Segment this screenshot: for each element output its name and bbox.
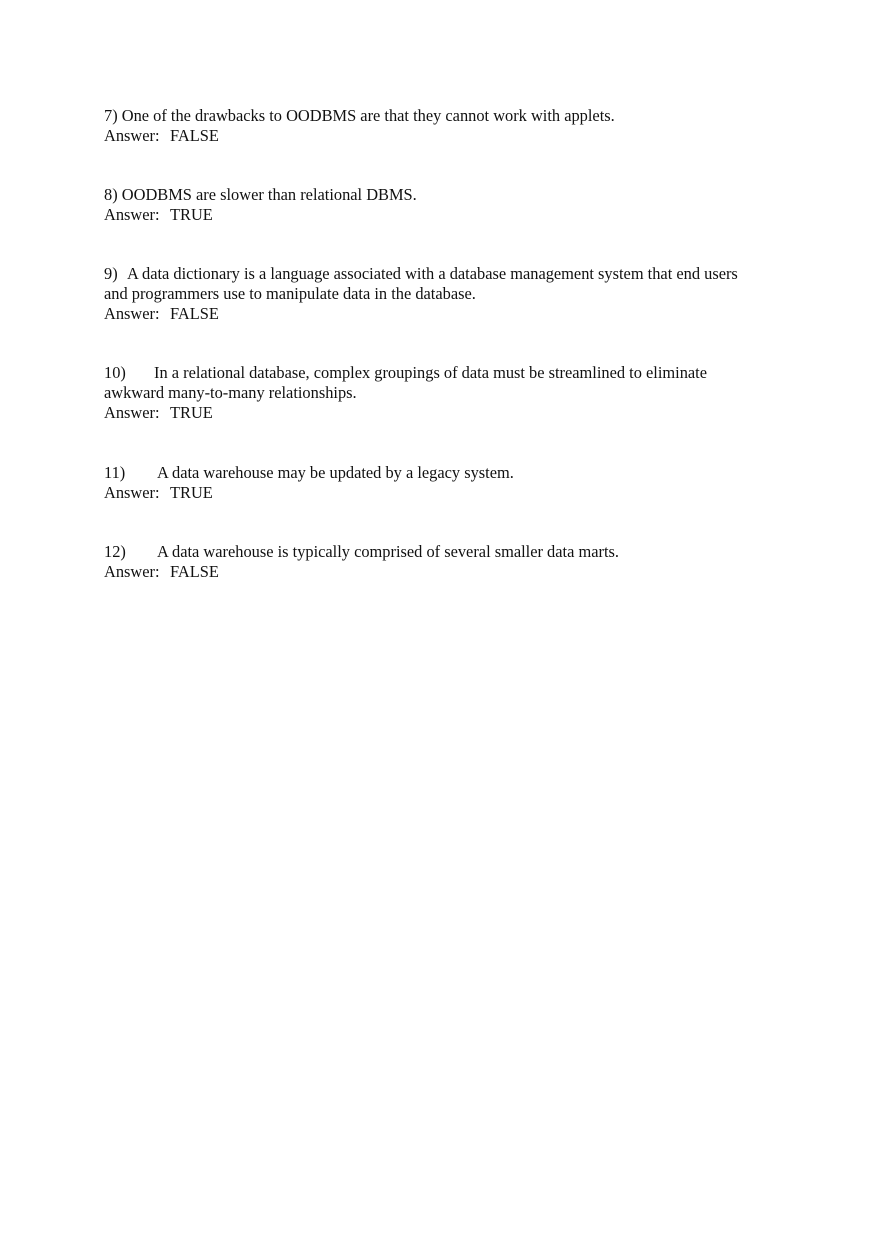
question-text-line: [104, 463, 784, 483]
answer-line: [104, 483, 784, 503]
question-text: In a relational database, complex groupings of data must be streamlined to eliminate: [154, 363, 708, 382]
answer-label: Answer:: [104, 483, 160, 502]
answer-line: [104, 205, 784, 225]
question-12: [104, 542, 784, 582]
answer-line: [104, 403, 784, 423]
question-text: A data warehouse may be updated by a legacy system.: [157, 463, 514, 482]
question-number: 8): [104, 185, 118, 204]
question-text-line: [104, 542, 784, 562]
question-number: 9): [104, 264, 118, 283]
answer-line: [104, 126, 784, 146]
answer-value: TRUE: [170, 483, 213, 502]
question-number: 7): [104, 106, 118, 125]
answer-line: [104, 562, 784, 582]
question-text: awkward many-to-many relationships.: [104, 383, 357, 402]
question-text-line: [104, 284, 784, 304]
question-text: One of the drawbacks to OODBMS are that they cannot work with applets.: [121, 106, 615, 125]
answer-label: Answer:: [104, 403, 160, 422]
answer-label: Answer:: [104, 126, 160, 145]
answer-line: [104, 304, 784, 324]
question-text: A data dictionary is a language associated with a database management system that end users: [127, 264, 738, 283]
answer-label: Answer:: [104, 205, 160, 224]
question-number: 11): [104, 463, 126, 482]
question-11: [104, 463, 784, 503]
question-number: 10): [104, 363, 126, 382]
question-number: 12): [104, 542, 126, 561]
question-text-line: [104, 383, 784, 403]
answer-value: TRUE: [170, 403, 213, 422]
question-8: [104, 185, 784, 225]
question-10: [104, 363, 784, 423]
question-text-line: [104, 106, 784, 126]
answer-label: Answer:: [104, 562, 160, 581]
question-text: OODBMS are slower than relational DBMS.: [121, 185, 417, 204]
answer-value: FALSE: [170, 562, 219, 581]
answer-value: TRUE: [170, 205, 213, 224]
question-text: A data warehouse is typically comprised of several smaller data marts.: [157, 542, 619, 561]
answer-label: Answer:: [104, 304, 160, 323]
question-text-line: [104, 363, 784, 383]
question-text: and programmers use to manipulate data in the database.: [104, 284, 476, 303]
question-9: [104, 264, 784, 324]
question-text-line: [104, 264, 784, 284]
answer-value: FALSE: [170, 126, 219, 145]
question-text-line: [104, 185, 784, 205]
answer-value: FALSE: [170, 304, 219, 323]
question-7: [104, 106, 784, 146]
